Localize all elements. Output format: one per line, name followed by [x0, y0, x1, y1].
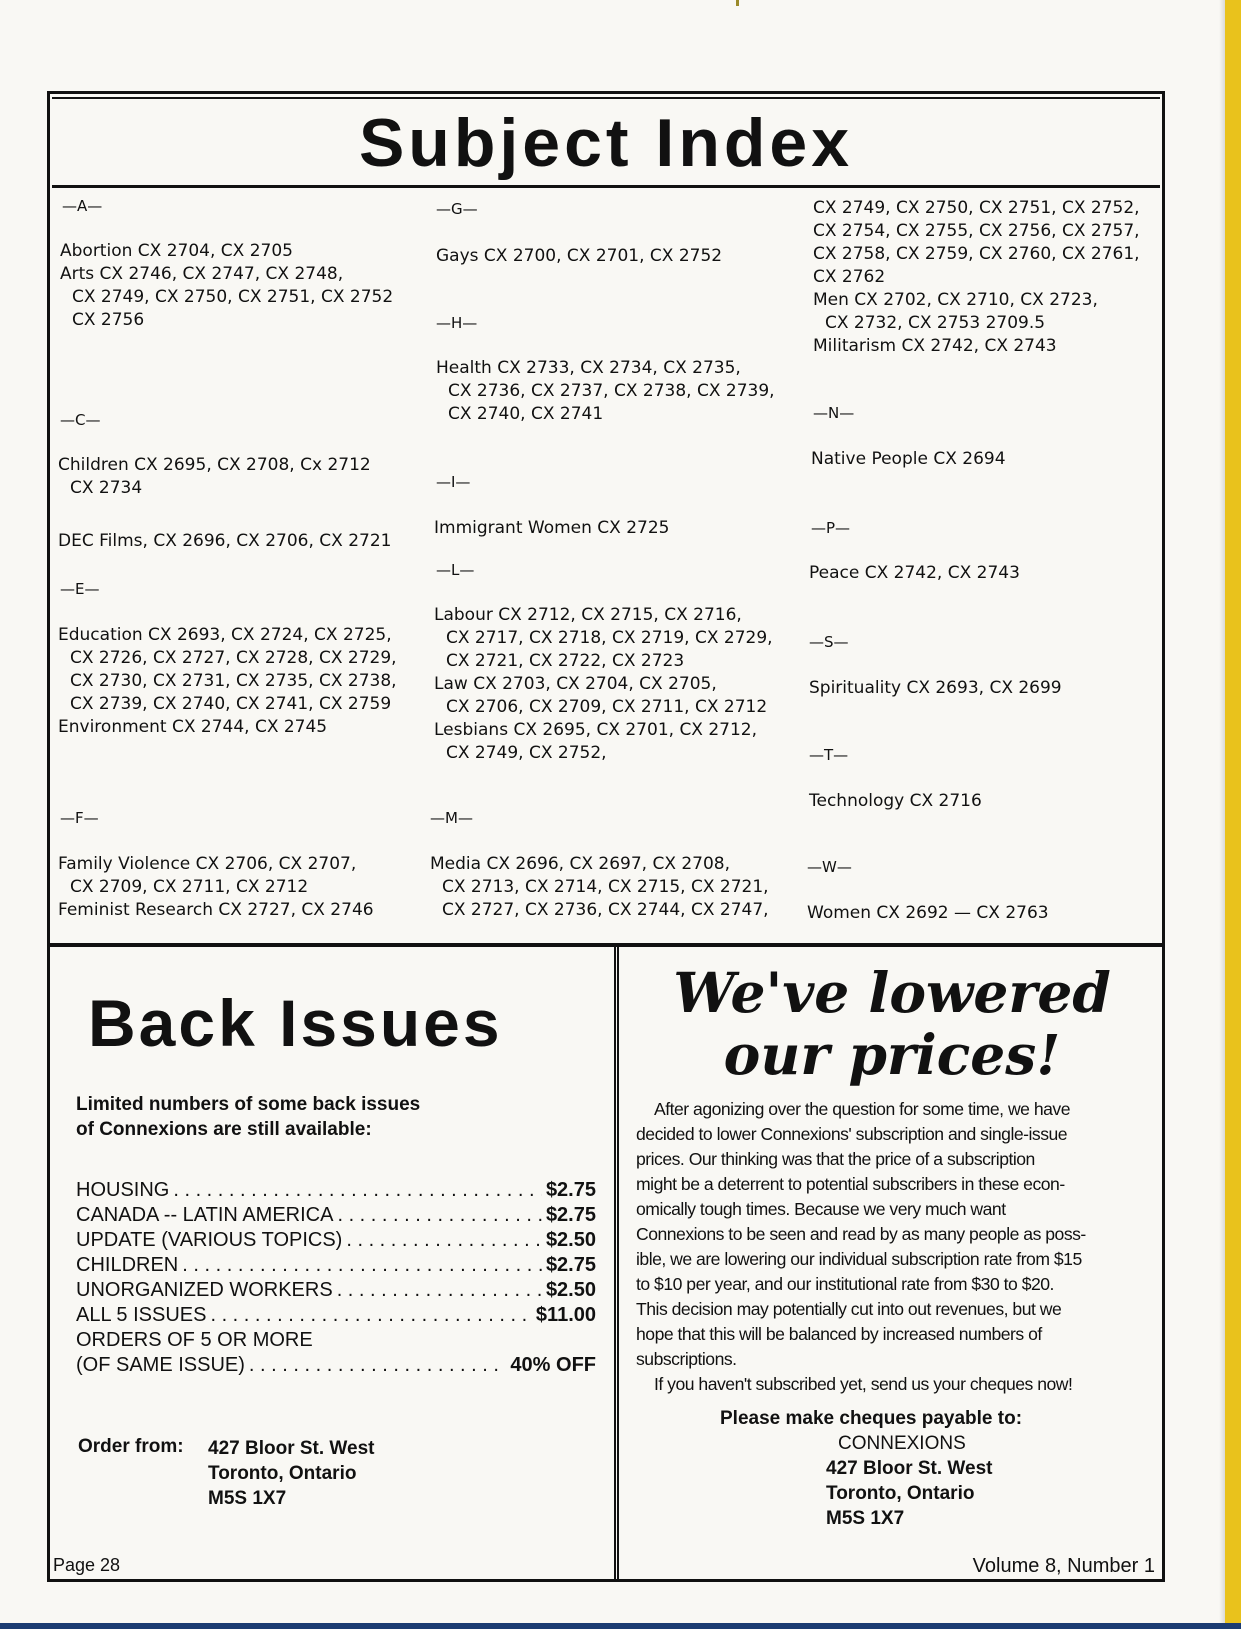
order-from-label: Order from: — [78, 1436, 184, 1457]
price-row-same-issue: (OF SAME ISSUE) . . . 40% OFF — [76, 1353, 596, 1378]
letter-g: —G— — [436, 200, 478, 218]
body-line: This decision may potentially cut into out revenues, but we — [636, 1299, 1062, 1319]
index-entry-education: Education CX 2693, CX 2724, CX 2725, CX 2726, CX 2727, CX 2728, CX 2729, CX 2730, CX 2731, CX 2735, CX 2738, CX 2739, CX 2740, CX 2741, CX 2759 Environment CX 2744, CX 2745 — [58, 625, 397, 737]
body-line: prices. Our thinking was that the price of a subscription — [636, 1149, 1035, 1169]
body-line: decided to lower Connexions' subscription and single-issue — [636, 1124, 1068, 1144]
index-entry-women: Women CX 2692 — CX 2763 — [807, 903, 1049, 923]
letter-e: —E— — [60, 580, 100, 598]
price-row-all-issues: ALL 5 ISSUES . . . $11.00 — [76, 1303, 596, 1328]
back-issues-title: Back Issues — [88, 986, 503, 1060]
price-row-bulk-orders: ORDERS OF 5 OR MORE — [76, 1329, 313, 1351]
letter-i: —I— — [436, 473, 471, 491]
index-entry-family-violence: Family Violence CX 2706, CX 2707, CX 2709, CX 2711, CX 2712 Feminist Research CX 2727, CX 2746 — [58, 854, 374, 920]
index-entry-children: Children CX 2695, CX 2708, Cx 2712 CX 2734 — [58, 455, 371, 498]
index-entry-dec-films: DEC Films, CX 2696, CX 2706, CX 2721 — [58, 531, 392, 551]
price-row-update: UPDATE (VARIOUS TOPICS) . . . $2.50 — [76, 1228, 596, 1253]
back-issues-intro: Limited numbers of some back issues of Connexions are still available: — [76, 1094, 421, 1140]
print-mark — [736, 0, 739, 6]
letter-w: —W— — [807, 858, 852, 876]
body-line: If you haven't subscribed yet, send us your cheques now! — [654, 1374, 1073, 1394]
index-entry-peace: Peace CX 2742, CX 2743 — [809, 563, 1020, 583]
body-line: might be a deterrent to potential subscribers in these econ- — [636, 1174, 1065, 1194]
price-row-canada-latin-america: CANADA -- LATIN AMERICA . . . $2.75 — [76, 1203, 596, 1228]
body-line: omically tough times. Because we very much want — [636, 1199, 1006, 1219]
letter-s: —S— — [809, 633, 849, 651]
index-entry-abortion: Abortion CX 2704, CX 2705 Arts CX 2746, CX 2747, CX 2748, CX 2749, CX 2750, CX 2751, CX 2752 CX 2756 — [60, 241, 394, 330]
index-entry-health: Health CX 2733, CX 2734, CX 2735, CX 2736, CX 2737, CX 2738, CX 2739, CX 2740, CX 2741 — [436, 358, 775, 424]
payable-label: Please make cheques payable to: — [720, 1408, 1023, 1429]
page-edge-yellow — [1225, 0, 1241, 1629]
price-row-unorganized-workers: UNORGANIZED WORKERS . . . $2.50 — [76, 1278, 596, 1303]
price-list — [76, 1178, 596, 1378]
price-row-housing: HOUSING . . . $2.75 — [76, 1178, 596, 1203]
letter-t: —T— — [809, 746, 849, 764]
body-line: After agonizing over the question for some time, we have — [654, 1099, 1070, 1119]
column-divider — [614, 947, 619, 1582]
index-entry-native-people: Native People CX 2694 — [811, 449, 1006, 469]
index-entry-immigrant-women: Immigrant Women CX 2725 — [434, 518, 670, 538]
letter-n: —N— — [813, 404, 855, 422]
letter-c: —C— — [60, 411, 101, 429]
letter-p: —P— — [811, 519, 851, 537]
page-edge-bottom — [0, 1623, 1241, 1629]
letter-f: —F— — [60, 809, 99, 827]
body-line: ible, we are lowering our individual subscription rate from $15 — [636, 1249, 1082, 1269]
payable-address: CONNEXIONS 427 Bloor St. West Toronto, Ontario M5S 1X7 — [826, 1433, 993, 1529]
order-address: 427 Bloor St. West Toronto, Ontario M5S 1X7 — [208, 1438, 375, 1509]
body-line: to $10 per year, and our institutional rate from $30 to $20. — [636, 1274, 1054, 1294]
section-divider — [47, 943, 1165, 947]
index-entry-gays: Gays CX 2700, CX 2701, CX 2752 — [436, 246, 723, 266]
price-row-children: CHILDREN . . . $2.75 — [76, 1253, 596, 1278]
body-line: hope that this will be balanced by increased numbers of — [636, 1324, 1042, 1344]
index-entry-media: Media CX 2696, CX 2697, CX 2708, CX 2713, CX 2714, CX 2715, CX 2721, CX 2727, CX 2736, CX 2744, CX 2747, — [430, 854, 769, 920]
index-entry-labour: Labour CX 2712, CX 2715, CX 2716, CX 2717, CX 2718, CX 2719, CX 2729, CX 2721, CX 2722, CX 2723 Law CX 2703, CX 2704, CX 2705, CX 2706, CX 2709, CX 2711, CX 2712 Lesbians CX 2695, CX 2701, CX 2712, CX 2749, CX 2752, — [434, 605, 773, 763]
letter-a: —A— — [62, 197, 103, 215]
letter-h: —H— — [436, 314, 478, 332]
index-entry-men: Men CX 2702, CX 2710, CX 2723, CX 2732, CX 2753 2709.5 Militarism CX 2742, CX 2743 — [813, 290, 1098, 356]
index-entry-media-cont: CX 2749, CX 2750, CX 2751, CX 2752, CX 2754, CX 2755, CX 2756, CX 2757, CX 2758, CX 2759, CX 2760, CX 2761, CX 2762 — [813, 198, 1140, 287]
lowered-prices-title: We've lowered our prices! — [673, 960, 1111, 1087]
index-entry-spirituality: Spirituality CX 2693, CX 2699 — [809, 678, 1062, 698]
index-entry-technology: Technology CX 2716 — [809, 791, 982, 811]
page-number: Page 28 — [53, 1555, 121, 1575]
body-line: Connexions to be seen and read by as many people as poss- — [636, 1224, 1086, 1244]
lowered-prices-body — [636, 1097, 1146, 1397]
letter-m: —M— — [430, 809, 473, 827]
page-title: Subject Index — [358, 105, 854, 181]
volume-number: Volume 8, Number 1 — [972, 1555, 1155, 1577]
letter-l: —L— — [436, 561, 475, 579]
body-line: subscriptions. — [636, 1349, 737, 1369]
title-box — [52, 97, 1160, 188]
